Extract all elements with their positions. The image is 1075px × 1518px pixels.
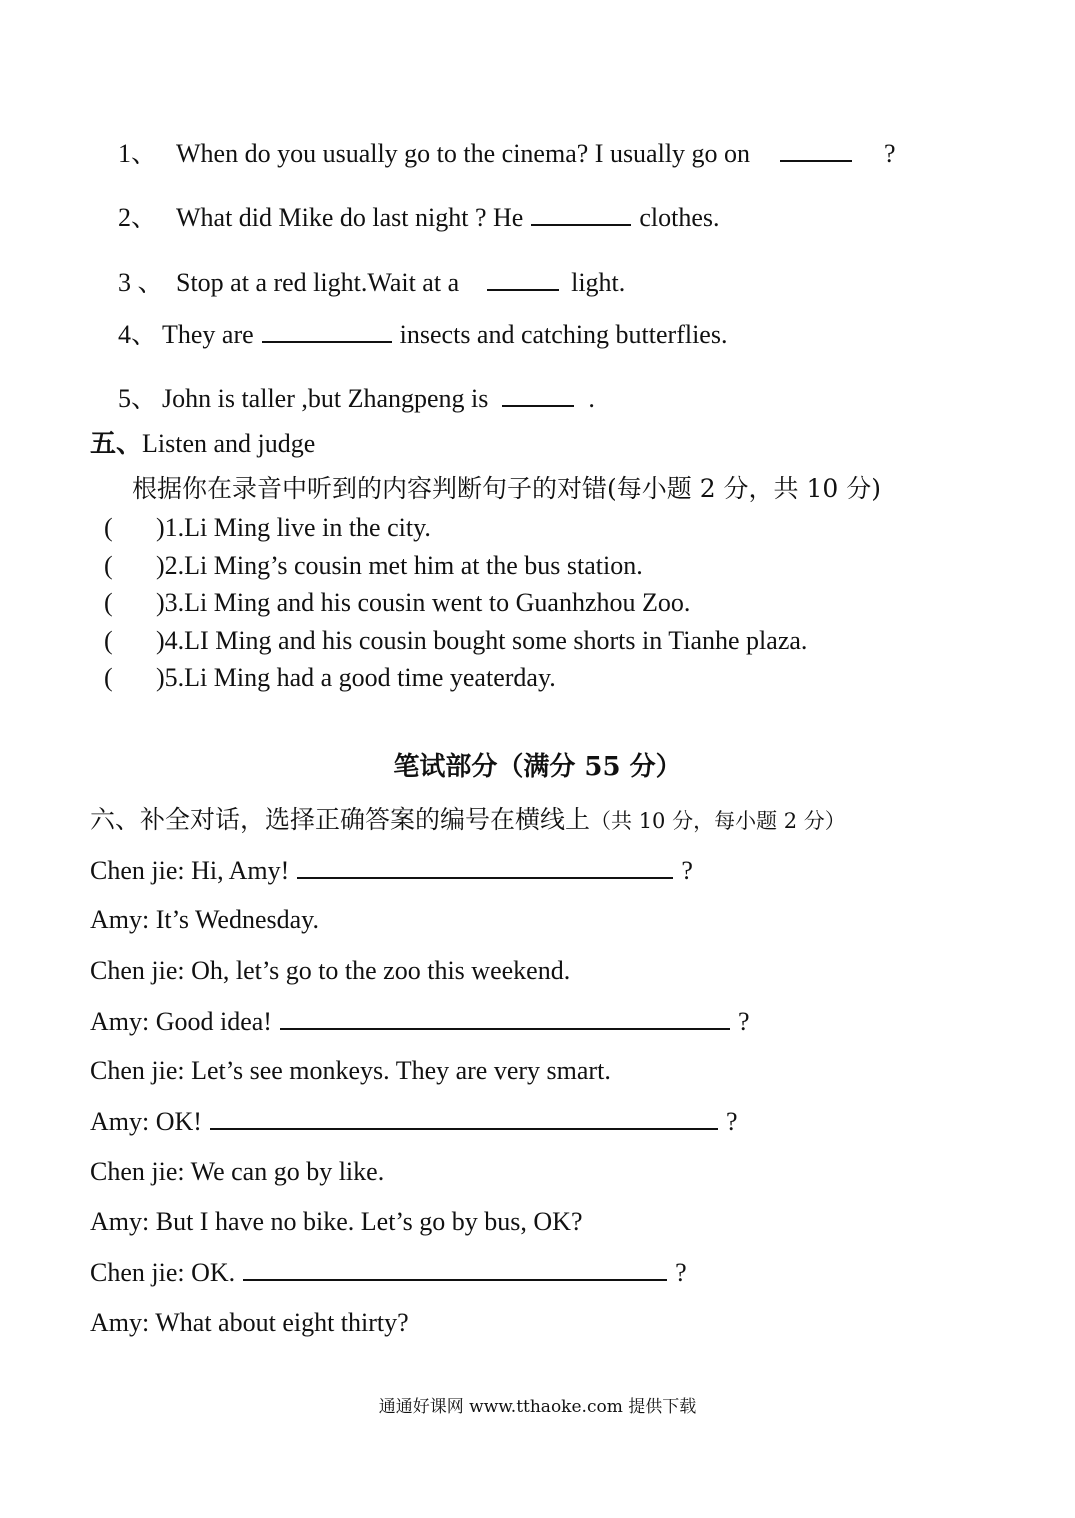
section-6-title: 六、补全对话，选择正确答案的编号在横线上 bbox=[90, 805, 591, 834]
dialog-line-6 bbox=[90, 1106, 737, 1137]
item-number: 1、 bbox=[118, 139, 158, 168]
item-text-end: light. bbox=[571, 268, 626, 297]
judge-item-3[interactable] bbox=[104, 588, 690, 618]
judge-item-4[interactable] bbox=[104, 626, 807, 656]
item-text-end: . bbox=[588, 384, 595, 413]
answer-blank[interactable] bbox=[487, 267, 559, 291]
dialog-blank[interactable] bbox=[280, 1006, 730, 1030]
judge-text: )4.LI Ming and his cousin bought some shorts in Tianhe plaza. bbox=[156, 626, 808, 655]
dialog-end: ? bbox=[725, 1107, 738, 1136]
judge-item-1[interactable] bbox=[104, 513, 431, 543]
item-text: They are bbox=[162, 320, 254, 349]
judge-paren: ( bbox=[104, 663, 113, 692]
dialog-line-10: Amy: What about eight thirty? bbox=[90, 1308, 409, 1337]
section-5-heading bbox=[90, 429, 315, 459]
judge-item-5[interactable] bbox=[104, 663, 556, 693]
answer-blank[interactable] bbox=[531, 202, 631, 226]
answer-blank[interactable] bbox=[502, 383, 574, 407]
section-6-heading bbox=[90, 805, 846, 836]
item-text: Stop at a red light.Wait at a bbox=[176, 268, 460, 297]
dialog-line-5: Chen jie: Let’s see monkeys. They are very smart. bbox=[90, 1056, 611, 1085]
fill-item-4 bbox=[118, 319, 727, 350]
item-text-end: clothes. bbox=[639, 203, 720, 232]
dialog-text: Amy: OK! bbox=[90, 1107, 202, 1136]
item-text: John is taller ,but Zhangpeng is bbox=[162, 384, 489, 413]
fill-item-1 bbox=[118, 138, 896, 169]
judge-paren: ( bbox=[104, 551, 113, 580]
dialog-line-9 bbox=[90, 1257, 687, 1288]
judge-paren: ( bbox=[104, 513, 113, 542]
dialog-text: Amy: Good idea! bbox=[90, 1007, 272, 1036]
item-number: 5、 bbox=[118, 384, 158, 413]
dialog-line-7: Chen jie: We can go by like. bbox=[90, 1157, 385, 1186]
page-footer: 通通好课网 www.tthaoke.com 提供下载 bbox=[378, 1397, 697, 1417]
item-text: What did Mike do last night ? He bbox=[176, 203, 524, 232]
dialog-line-1 bbox=[90, 855, 693, 886]
fill-item-5 bbox=[118, 383, 595, 414]
dialog-line-8: Amy: But I have no bike. Let’s go by bus, OK? bbox=[90, 1207, 583, 1236]
dialog-line-2: Amy: It’s Wednesday. bbox=[90, 905, 319, 934]
dialog-end: ? bbox=[681, 856, 693, 885]
dialog-text: Chen jie: Hi, Amy! bbox=[90, 856, 290, 885]
judge-text: )3.Li Ming and his cousin went to Guanhzhou Zoo. bbox=[156, 588, 691, 617]
section-title: Listen and judge bbox=[142, 429, 316, 458]
dialog-end: ? bbox=[737, 1007, 750, 1036]
judge-text: )1.Li Ming live in the city. bbox=[156, 513, 431, 542]
item-number: 4、 bbox=[118, 320, 158, 349]
item-number: 2、 bbox=[118, 203, 158, 232]
judge-text: )2.Li Ming’s cousin met him at the bus station. bbox=[156, 551, 643, 580]
written-part-title: 笔试部分（满分 55 分） bbox=[393, 752, 682, 782]
section-5-instruction: 根据你在录音中听到的内容判断句子的对错(每小题 2 分，共 10 分) bbox=[132, 474, 882, 503]
section-6-note: （共 10 分，每小题 2 分） bbox=[590, 809, 846, 833]
judge-text: )5.Li Ming had a good time yeaterday. bbox=[156, 663, 556, 692]
dialog-line-4 bbox=[90, 1006, 750, 1037]
dialog-line-3: Chen jie: Oh, let’s go to the zoo this weekend. bbox=[90, 956, 571, 985]
fill-item-2 bbox=[118, 202, 719, 233]
item-number: 3 、 bbox=[118, 268, 164, 297]
answer-blank[interactable] bbox=[780, 138, 852, 162]
dialog-blank[interactable] bbox=[210, 1106, 718, 1130]
judge-paren: ( bbox=[104, 588, 113, 617]
dialog-end: ? bbox=[675, 1258, 687, 1287]
judge-item-2[interactable] bbox=[104, 551, 643, 581]
dialog-blank[interactable] bbox=[243, 1257, 667, 1281]
fill-item-3 bbox=[118, 267, 625, 298]
item-text: When do you usually go to the cinema? I usually go on bbox=[176, 139, 751, 168]
answer-blank[interactable] bbox=[262, 319, 392, 343]
dialog-text: Chen jie: OK. bbox=[90, 1258, 236, 1287]
section-number: 五、 bbox=[90, 429, 143, 459]
item-text-end: ? bbox=[884, 139, 896, 168]
judge-paren: ( bbox=[104, 626, 113, 655]
dialog-blank[interactable] bbox=[297, 855, 673, 879]
item-text-end: insects and catching butterflies. bbox=[399, 320, 728, 349]
